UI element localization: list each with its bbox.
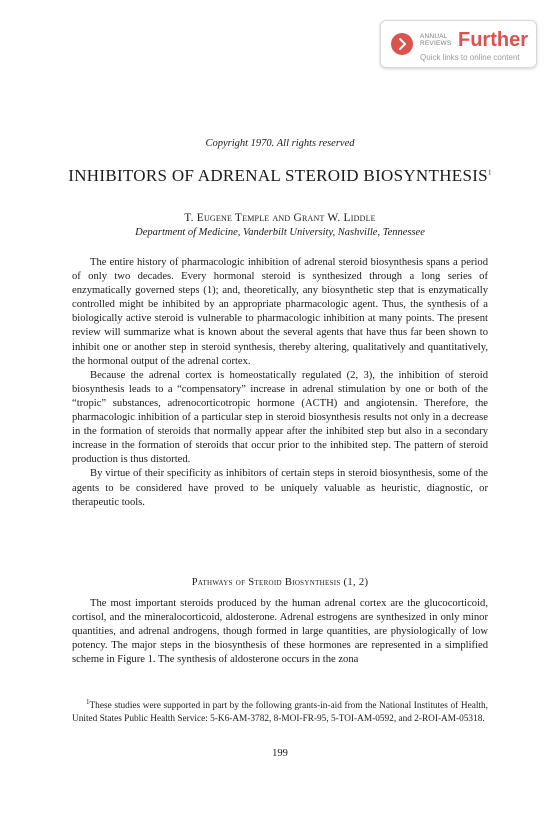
arrow-circle-icon (391, 33, 413, 55)
further-badge[interactable] (380, 20, 537, 68)
further-title: Further (458, 29, 528, 51)
section-body (72, 597, 488, 667)
paragraph: The most important steroids produced by the human adrenal cortex are the glucocorticoid, cortisol, and the mineralocorticoid, aldosterone. Adrenal estrogens are synthesized in only minor quantities, and adrenal androgens, though formed in large quantities, are physiologically of low potency. The major steps in the biosynthesis of these hormones are represented in a simplified scheme in Figure 1. The synthesis of aldosterone occurs in the zona (72, 598, 488, 666)
footnote-text: These studies were supported in part by the following grants-in-aid from the National Institutes of Health, United States Public Health Service: 5-K6-AM-3782, 8-MOI-FR-95, 5-TOI-AM-0592, and 2-ROI-AM-05318. (72, 701, 488, 724)
title-footnote-marker: 1 (487, 168, 492, 177)
affiliation: Department of Medicine, Vanderbilt University, Nashville, Tennessee (135, 227, 425, 238)
copyright-notice: Copyright 1970. All rights reserved (205, 138, 355, 149)
intro-body (72, 256, 488, 510)
annual-reviews-label: ANNUAL REVIEWS (420, 33, 452, 47)
footnote (72, 697, 488, 725)
page-number: 199 (272, 748, 288, 759)
footnote-marker: 1 (86, 697, 90, 706)
paragraph: Because the adrenal cortex is homeostatically regulated (2, 3), the inhibition of steroid biosynthesis leads to a “compensatory” increase in adrenal stimulation by one or both of the “tropic” substances, adrenocorticotropic hormone (ACTH) and angiotensin. Therefore, the pharmacologic inhibition of a particular step in steroid biosynthesis results not only in a decrease in the formation of steroids that normally appear after the inhibited step but also in a secondary increase in the formation of steroids that occur prior to the inhibited step. The pattern of steroid production is thus distorted. (72, 369, 488, 466)
article-title-text: INHIBITORS OF ADRENAL STEROID BIOSYNTHESIS (68, 166, 488, 185)
authors: T. Eugene Temple and Grant W. Liddle (184, 212, 376, 224)
section-heading: Pathways of Steroid Biosynthesis (1, 2) (191, 577, 369, 588)
paragraph: The entire history of pharmacologic inhibition of adrenal steroid biosynthesis spans a period of only two decades. Every hormonal steroid is synthesized through a long series of enzymatically governed steps (1); and, theoretically, any biosynthetic step that is enzymatically controlled might be inhibited by an appropriate pharmacologic agent. Thus, the synthesis of a biologically active steroid is vulnerable to pharmacologic inhibition at many points. The present review will summarize what is known about the several agents that have thus far been shown to inhibit one or another step in steroid synthesis, thereby altering, qualitatively and quantitatively, the hormonal output of the adrenal cortex. (72, 257, 488, 367)
article-title (60, 165, 500, 186)
further-subtitle: Quick links to online content (420, 53, 520, 62)
paragraph: By virtue of their specificity as inhibitors of certain steps in steroid biosynthesis, some of the agents to be considered have proved to be uniquely valuable as heuristic, diagnostic, or therapeutic tools. (72, 468, 488, 508)
